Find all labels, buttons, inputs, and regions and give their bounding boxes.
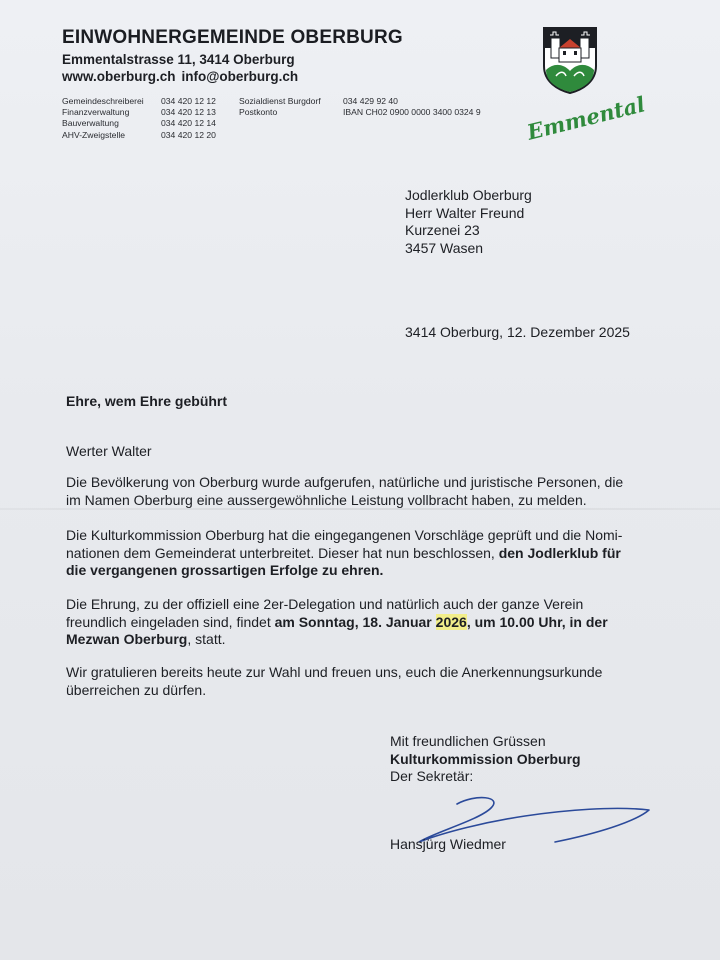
body-line: im Namen Oberburg eine aussergewöhnliche Leistung vollbracht haben, zu melden. bbox=[66, 491, 587, 508]
body-line bbox=[66, 614, 666, 632]
body-text: , statt. bbox=[187, 631, 226, 647]
body-bold-text: am Sonntag, 18. Januar bbox=[274, 613, 436, 630]
body-line: Die Kulturkommission Oberburg hat die eingegangenen Vorschläge geprüft und die Nomi- bbox=[66, 527, 623, 543]
closing-greeting: Mit freundlichen Grüssen bbox=[390, 733, 546, 749]
body-text: nationen dem Gemeinderat unterbreitet. Dieser hat nun beschlossen, bbox=[66, 544, 499, 561]
committee-name: Kulturkommission Oberburg bbox=[390, 750, 581, 767]
contact-row bbox=[62, 107, 481, 118]
contact-row bbox=[62, 130, 481, 141]
organization-name: EINWOHNERGEMEINDE OBERBURG bbox=[62, 27, 403, 48]
closing-block bbox=[390, 733, 581, 786]
recipient-line-2: Herr Walter Freund bbox=[405, 204, 525, 221]
contact-value-2: 034 429 92 40 bbox=[343, 96, 398, 106]
recipient-line-4: 3457 Wasen bbox=[405, 239, 484, 256]
contact-dept: Bauverwaltung bbox=[62, 118, 119, 129]
contact-phone: 034 420 12 14 bbox=[161, 118, 216, 129]
contact-dept: Finanzverwaltung bbox=[62, 107, 130, 118]
body-paragraph-4 bbox=[66, 664, 666, 699]
organization-address: Emmentalstrasse 11, 3414 Oberburg bbox=[62, 52, 295, 67]
contact-dept-2: Sozialdienst Burgdorf bbox=[239, 96, 321, 106]
contact-row bbox=[62, 118, 481, 129]
contact-table bbox=[62, 96, 481, 141]
municipal-crest-icon bbox=[542, 26, 598, 94]
contact-value-2: IBAN CH02 0900 0000 3400 0324 9 bbox=[343, 107, 481, 118]
body-bold-text: Mezwan Oberburg bbox=[66, 631, 188, 647]
signer-name: Hansjürg Wiedmer bbox=[390, 836, 506, 852]
contact-dept-2: Postkonto bbox=[239, 107, 278, 118]
body-line: überreichen zu dürfen. bbox=[66, 681, 207, 698]
body-text: freundlich eingeladen sind, findet bbox=[66, 613, 275, 630]
recipient-address bbox=[405, 187, 532, 257]
closing-committee bbox=[390, 751, 581, 769]
body-paragraph-1 bbox=[66, 474, 666, 509]
contact-dept: AHV-Zweigstelle bbox=[62, 129, 126, 140]
body-line bbox=[66, 545, 666, 563]
contact-dept: Gemeindeschreiberei bbox=[62, 96, 144, 106]
body-line: Wir gratulieren bereits heute zur Wahl und freuen uns, euch die Anerkennungsurkunde bbox=[66, 664, 603, 680]
contact-phone: 034 420 12 12 bbox=[161, 96, 216, 106]
organization-web-line bbox=[62, 69, 298, 84]
contact-phone: 034 420 12 20 bbox=[161, 129, 216, 140]
recipient-line-1: Jodlerklub Oberburg bbox=[405, 187, 532, 203]
body-line bbox=[66, 562, 666, 580]
body-bold-text: , um 10.00 Uhr, in der bbox=[466, 613, 608, 630]
emmental-logo-icon bbox=[520, 91, 648, 145]
body-line: Die Bevölkerung von Oberburg wurde aufgerufen, natürliche und juristische Personen, die bbox=[66, 474, 624, 490]
body-paragraph-2 bbox=[66, 527, 666, 580]
body-bold-text: den Jodlerklub für bbox=[498, 544, 621, 561]
contact-phone: 034 420 12 13 bbox=[161, 107, 216, 118]
body-line: Die Ehrung, zu der offiziell eine 2er-Delegation und natürlich auch der ganze Verein bbox=[66, 596, 584, 612]
letter-subject: Ehre, wem Ehre gebührt bbox=[66, 393, 228, 409]
email-link: info@oberburg.ch bbox=[181, 69, 299, 84]
body-paragraph-3 bbox=[66, 596, 666, 649]
contact-row bbox=[62, 96, 481, 107]
date-line: 3414 Oberburg, 12. Dezember 2025 bbox=[405, 324, 630, 340]
body-line bbox=[66, 631, 666, 649]
salutation: Werter Walter bbox=[66, 443, 152, 459]
highlighted-year: 2026 bbox=[435, 613, 467, 630]
recipient-line-3: Kurzenei 23 bbox=[405, 222, 480, 238]
body-bold-text: die vergangenen grossartigen Erfolge zu ehren. bbox=[66, 562, 384, 578]
website-link: www.oberburg.ch bbox=[62, 69, 176, 84]
closing-role: Der Sekretär: bbox=[390, 768, 474, 784]
emmental-logo-text: Emmental bbox=[524, 91, 648, 145]
